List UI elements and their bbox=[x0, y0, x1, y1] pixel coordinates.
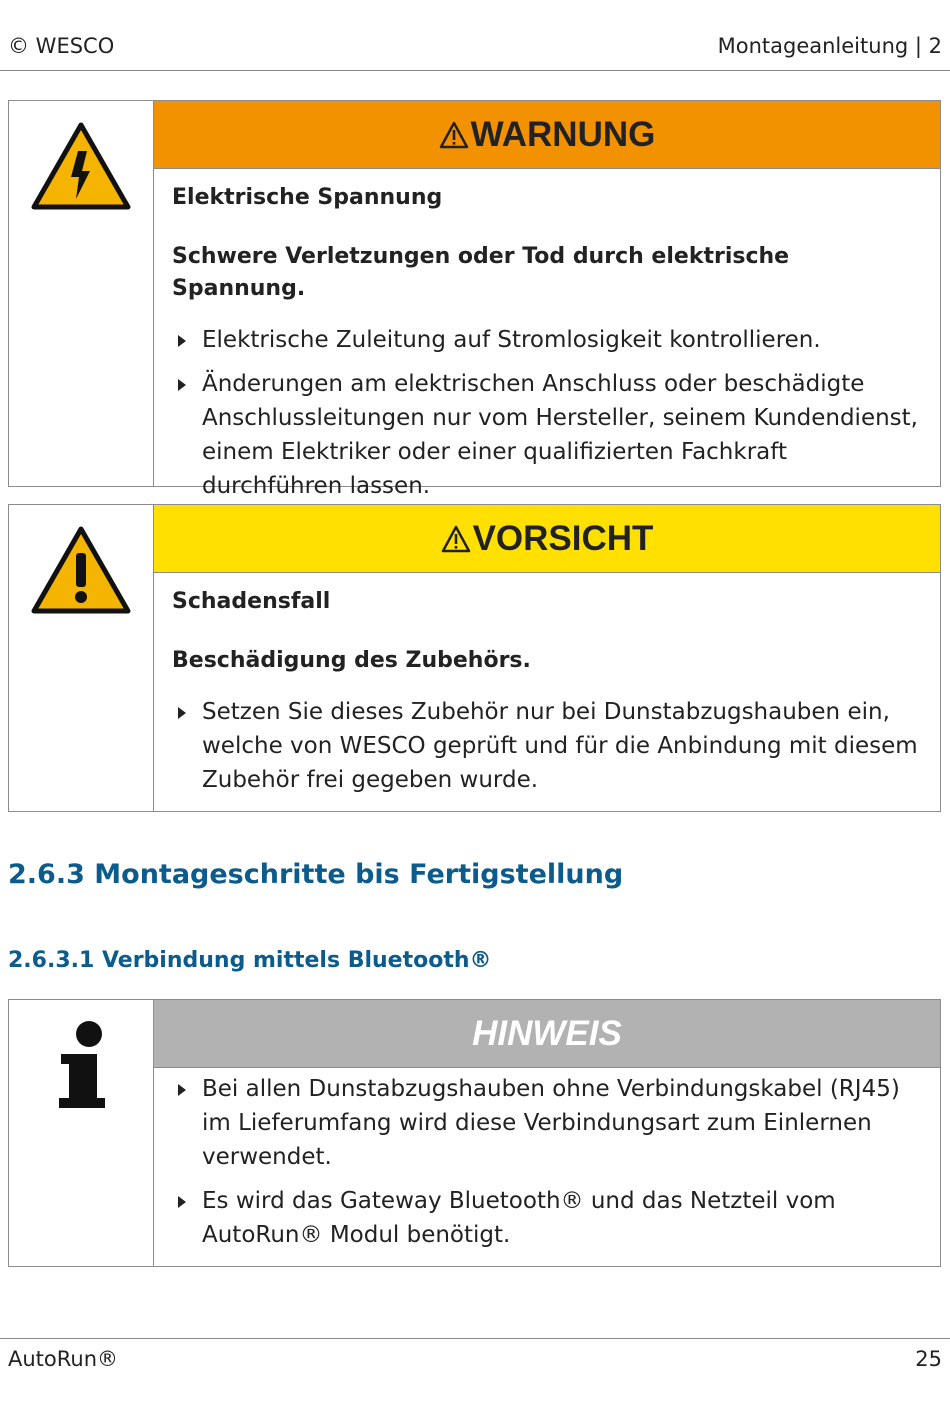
document-title: Montageanleitung | 2 bbox=[717, 34, 942, 58]
list-item: Es wird das Gateway Bluetooth® und das Netzteil vom AutoRun® Modul benötigt. bbox=[172, 1184, 920, 1252]
hint-list bbox=[172, 1072, 920, 1252]
general-warning-icon bbox=[30, 525, 132, 615]
product-name: AutoRun® bbox=[8, 1347, 119, 1371]
caution-subtitle: Beschädigung des Zubehörs. bbox=[172, 648, 531, 673]
warning-icon-column bbox=[9, 101, 154, 486]
caution-list bbox=[172, 695, 920, 797]
list-item: Setzen Sie dieses Zubehör nur bei Dunstabzugshauben ein, welche von WESCO geprüft und für die Anbindung mit diesem Zubehör frei gegeben wurde. bbox=[172, 695, 920, 797]
list-item: Bei allen Dunstabzugshauben ohne Verbindungskabel (RJ45) im Lieferumfang wird diese Verbindungsart zum Einlernen verwendet. bbox=[172, 1072, 920, 1174]
list-item: Änderungen am elektrischen Anschluss oder beschädigte Anschlussleitungen nur vom Hersteller, seinem Kundendienst, einem Elektriker oder einer qualifizierten Fachkraft durchführen lassen. bbox=[172, 367, 920, 503]
warning-notice bbox=[8, 100, 941, 499]
subsection-heading: 2.6.3.1 Verbindung mittels Bluetooth® bbox=[8, 948, 492, 973]
hint-notice bbox=[8, 999, 941, 1267]
header-divider bbox=[0, 70, 950, 71]
footer-divider bbox=[0, 1338, 950, 1339]
copyright: © WESCO bbox=[8, 34, 115, 58]
list-item: Elektrische Zuleitung auf Stromlosigkeit kontrollieren. bbox=[172, 323, 920, 357]
caution-title: Schadensfall bbox=[172, 589, 331, 614]
warning-triangle-icon bbox=[441, 525, 471, 553]
section-heading: 2.6.3 Montageschritte bis Fertigstellung bbox=[8, 859, 624, 890]
page-header bbox=[8, 34, 942, 62]
hint-icon-column bbox=[9, 1000, 154, 1266]
caution-banner-label: VORSICHT bbox=[472, 518, 654, 558]
caution-icon-column bbox=[9, 505, 154, 811]
caution-banner bbox=[154, 505, 940, 573]
hint-banner bbox=[154, 1000, 940, 1068]
warning-banner-label: WARNUNG bbox=[470, 114, 656, 154]
warning-subtitle: Schwere Verletzungen oder Tod durch elektrische Spannung. bbox=[172, 244, 790, 301]
warning-list bbox=[172, 323, 920, 503]
warning-title: Elektrische Spannung bbox=[172, 185, 443, 210]
info-icon bbox=[31, 1018, 133, 1118]
electric-hazard-icon bbox=[30, 121, 132, 211]
page-number: 25 bbox=[915, 1347, 942, 1371]
warning-banner bbox=[154, 101, 940, 169]
caution-notice bbox=[8, 504, 941, 812]
hint-banner-label: HINWEIS bbox=[472, 1013, 622, 1053]
warning-triangle-icon bbox=[439, 121, 469, 149]
